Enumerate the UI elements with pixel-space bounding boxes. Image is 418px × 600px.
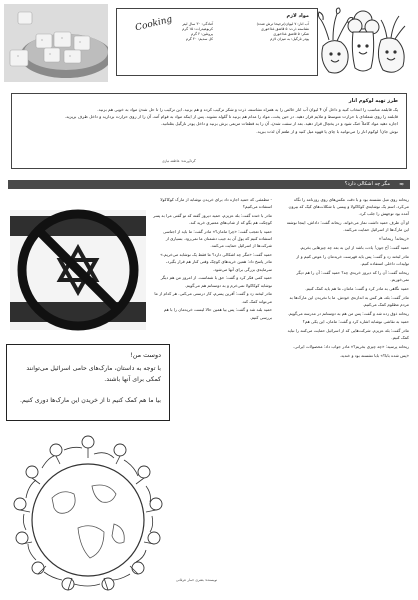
recipe-step: اجازه دهید مواد کاملاً خنک شود و در یخچال قرار دهید. بعد از سفت شدن، آن را به قطعات مربعی برش بزنید و داخل پودر نارگیل بغلتانید.	[161, 121, 398, 127]
list-item: آب انار: ۷ لیوان(ترجیحا ترش شده)	[256, 22, 309, 26]
recipe-step: یک قابلمه مناسب را انتخاب کنید و داخل آن ۴ لیوان آب انار خالص را به همراه نشاسته، ذرت و شکر ترکیب کرده و هم بزنید. این ترکیب را تا حل شدن مواد به خوبی هم بزنید.	[97, 107, 398, 112]
story-paragraph: - مطمئنی که حمید اجازه داد برای خریدن نوشابه از مارک کوکاکولا استفاده می‌کنیم؟	[160, 197, 272, 210]
meta-item: پروتئین: ۲ گرم	[191, 32, 213, 36]
story-paragraph: مادر لبخند زد و گفت: آفرین پسرم، کار درستی می‌کنی. هر کدام از ما می‌تواند کمک کند.	[154, 291, 272, 304]
story-paragraph: حمید کمی فکر کرد و گفت: حق با شماست. از امروز من هم دیگر نوشابه کوکاکولا نمی‌خرم و به دوستانم هم می‌گویم.	[160, 275, 272, 288]
wave-icon: ≈	[398, 181, 404, 188]
list-item: پودر نارگیل: به میزان لازم	[270, 37, 309, 41]
recipe-credit: گردآورنده: عاطفه نیازی	[162, 159, 196, 163]
callout-heading: دوست من!	[130, 351, 161, 359]
story-paragraph: «پس شده بابا؟» بابا نشسته بود و خندید.	[339, 352, 409, 358]
turkish-delight-photo	[4, 4, 108, 82]
story-author: نویسنده: بشری خمار عرفانی	[176, 578, 218, 582]
section-header-bar	[8, 180, 410, 189]
section-title: مگر چه اشکالی دارد؟	[344, 181, 390, 187]
story-paragraph: حمید نگاهی به مادر کرد و گفت: مامان، ما هم باید کمک کنیم.	[305, 285, 409, 291]
story-paragraph: ریحانه گفت: آن را که دیروز خریدی چه؟ حمید گفت: آن را هم دیگر نمی‌خوریم.	[296, 269, 409, 282]
story-middle-column	[152, 196, 272, 586]
recipe-steps-box	[11, 93, 407, 169]
callout-box	[6, 344, 170, 421]
list-item: نشاسته ذرت: ۵ قاشق غذاخوری	[261, 27, 309, 31]
ingredients-card	[116, 8, 318, 76]
recipe-steps	[20, 107, 398, 136]
recipe-title: طرز تهیه لوکوم انار	[348, 98, 398, 104]
recipe-step: قابلمه را روی شعله‌ای با حرارت متوسط و ملایم قرار دهید. در حین پخت، مواد را مدام هم بزنید تا گلوله نشوند. پس از اینکه مواد به قوام آمد، آن را از روی حرارت بردارید و داخل ظرف بریزید.	[64, 114, 398, 120]
callout-text: با توجه به داستان، مارک‌های حامی اسرائیل می‌توانند کمکی برای آنها باشند.	[26, 365, 161, 383]
story-paragraph: «ریحانه! ریحانه!»	[378, 236, 409, 242]
ingredients-title: مواد لازم	[286, 13, 309, 19]
callout-text: بیا ما هم کمک کنیم تا از خریدن این مارک‌ها دوری کنیم.	[20, 397, 161, 404]
story-paragraph: حمید بلند شد و گفت: پس بیا همین حالا لیست خریدمان را با هم بررسی کنیم.	[163, 307, 272, 320]
story-paragraph: مادر لبخند زد و گفت: پس باید فهرست خریدمان را عوض کنیم و از تولیدات داخلی استفاده کنیم.	[296, 253, 409, 266]
meta-item: آمادگی: ۳۰ سال لیتر	[182, 22, 213, 26]
story-paragraph: او آن طرف حمید داشت نماز می‌خواند. ریحانه گفت: داداش، اینجا نوشته این مارک‌ها از اسرائیل حمایت می‌کنند.	[286, 220, 409, 233]
top-banner	[4, 4, 412, 82]
story-paragraph: مادر گفت: بله، هر کس به اندازه‌ی خودش. ما با نخریدن این مارک‌ها به مردم مظلوم کمک می‌کنیم.	[289, 294, 409, 307]
story-paragraph: ریحانه پرسید: «چه چیزی بخریم؟» مادر جواب داد: محصولات ایرانی.	[293, 344, 409, 350]
recipe-step: نوش جان! لوکوم انار را می‌توانید با چای یا قهوه میل کنید و از طعم آن لذت ببرید.	[256, 128, 398, 134]
meta-item: کل سدیم: ۴۰ گرم	[185, 37, 213, 41]
story-paragraph: حمید با تعجب گفت: «چرا مامان؟» مادر گفت: ما باید از اجناسی استفاده کنیم که پول آن به جیب دشمنان ما نمی‌رود. بسیاری از شرکت‌ها از اسرائیل حمایت می‌کنند.	[162, 229, 272, 249]
boycott-flag-image	[10, 196, 146, 343]
story-paragraph: ریحانه ذوق زده شد و گفت: پس من هم به دوستانم در مدرسه می‌گویم.	[287, 310, 409, 316]
story-paragraph: مادر با خنده گفت: بله عزیزم، حمید دیروز گفته که تو گفتی مرا به پسر کوچکت هم بگو که از شاپ‌های معتبری خرید کند.	[153, 213, 272, 226]
earth-children-drawing	[8, 428, 168, 594]
story-paragraph: مادر گفت: بله عزیزم. شرکت‌هایی که از اسرائیل حمایت می‌کنند را نباید کمک کنیم.	[287, 328, 409, 341]
vegetables-illustration	[315, 6, 410, 78]
story-paragraph: ریحانه روی مبل نشسته بود و با دقت عکس‌های روی روزنامه را نگاه می‌کرد. اسم یک نوشابه‌ی کوکاکولا و پپسی با شکلات‌های کیک که بیرون آمده بود توجهش را جلب کرد.	[288, 197, 409, 217]
list-item: شکر: ۵ قاشق غذاخوری	[273, 32, 309, 36]
story-paragraph: حمید گفت: «مگر چه اشکالی دارد؟ ما فقط یک نوشابه می‌خریم.» مادر پاسخ داد: همین خریدهای کوچک وقتی کنار هم قرار بگیرد، سرمایه‌ی بزرگی برای آنها می‌شود.	[160, 252, 272, 272]
cooking-brand: Cooking	[134, 14, 174, 34]
story-paragraph: حمید گفت: آخ جون! یادت باشد از این به بعد چه چیزهایی بخریم.	[299, 245, 409, 250]
story-paragraph: حمید به نقاشی نوشابه اشاره کرد و گفت: مامان، این یکی هم؟	[302, 319, 409, 325]
meta-item: کربوهیدرات: ۱۵ گرم	[182, 27, 213, 31]
story-right-column	[283, 196, 409, 594]
ingredients-list	[217, 22, 309, 42]
